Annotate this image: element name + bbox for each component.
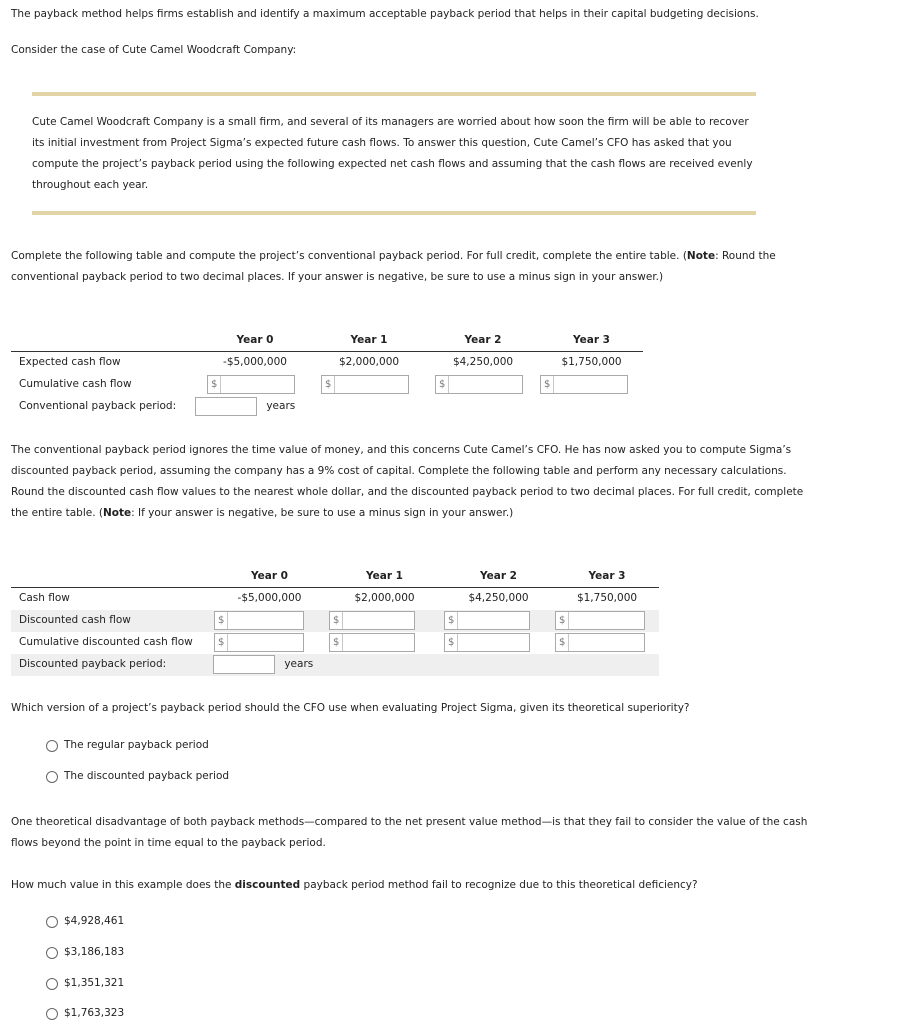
bottom-divider — [32, 211, 756, 215]
cumulative-year-2-field[interactable] — [449, 376, 519, 393]
cumulative-dcf-year-2-input[interactable]: $ — [444, 633, 530, 652]
cash-flow-year-2: $4,250,000 — [452, 356, 514, 369]
row-label-expected-cash-flow: Expected cash flow — [19, 356, 121, 369]
consider-text: Consider the case of Cute Camel Woodcraft Company: — [11, 44, 297, 56]
discounted-cash-flow-year-3-input[interactable]: $ — [555, 611, 645, 630]
top-divider — [32, 92, 756, 96]
option-label: $3,186,183 — [64, 946, 125, 958]
row-label-discounted-payback: Discounted payback period: — [19, 658, 167, 670]
header-year-0: Year 0 — [198, 330, 312, 352]
option-label: $1,351,321 — [64, 977, 125, 989]
header-year-1: Year 1 — [327, 566, 442, 588]
cum-dcf-year-0-field[interactable] — [228, 634, 300, 651]
header-year-3: Year 3 — [540, 330, 643, 352]
cumulative-year-0-field[interactable] — [221, 376, 291, 393]
header-year-3: Year 3 — [555, 566, 659, 588]
row-label-conventional-payback: Conventional payback period: — [19, 400, 177, 412]
radio-icon[interactable] — [46, 1008, 58, 1020]
cum-dcf-year-2-field[interactable] — [458, 634, 526, 651]
discounted-payback-input[interactable] — [213, 655, 275, 674]
conventional-payback-table — [11, 330, 643, 418]
instructions-discounted: The conventional payback period ignores the time value of money, and this concerns Cute Camel’s CFO. He has now asked you to compute Sigma’s discounted payback period, assuming the company has a 9% cost of capital. Complete the following table and perform any necessary calculations. Round the discounted cash flow values to the nearest whole dollar, and the discounted payback period to two decimal places. For full credit, complete the entire table. (Note: If your answer is negative, be sure to use a minus sign in your answer.) — [11, 444, 804, 519]
question-value-not-recognized: How much value in this example does the discounted payback period method fail to recognize due to this theoretical deficiency? — [11, 879, 698, 891]
header-year-1: Year 1 — [312, 330, 426, 352]
radio-icon[interactable] — [46, 978, 58, 990]
radio-icon[interactable] — [46, 740, 58, 752]
discounted-cash-flow-year-2-input[interactable]: $ — [444, 611, 530, 630]
cumulative-cash-flow-year-3-input[interactable]: $ — [540, 375, 628, 394]
discounted-cash-flow-year-1-input[interactable]: $ — [329, 611, 415, 630]
intro-text: The payback method helps firms establish and identify a maximum acceptable payback period that helps in their capital budgeting decisions. — [11, 8, 759, 20]
cumulative-dcf-year-3-input[interactable]: $ — [555, 633, 645, 652]
cumulative-cash-flow-year-0-input[interactable]: $ — [207, 375, 295, 394]
option-discounted-payback[interactable] — [46, 766, 229, 787]
option-label: $1,763,323 — [64, 1007, 125, 1019]
dcf-cash-flow-year-0: -$5,000,000 — [237, 592, 302, 605]
years-unit-label: years — [266, 400, 296, 412]
option-label: $4,928,461 — [64, 915, 125, 927]
question-which-version: Which version of a project’s payback period should the CFO use when evaluating Project Sigma, given its theoretical superiority? — [11, 702, 690, 714]
cum-dcf-year-1-field[interactable] — [343, 634, 411, 651]
cumulative-year-3-field[interactable] — [554, 376, 624, 393]
cumulative-dcf-year-1-input[interactable]: $ — [329, 633, 415, 652]
dcf-cash-flow-year-3: $1,750,000 — [576, 592, 638, 605]
dcf-year-0-field[interactable] — [228, 612, 300, 629]
dcf-cash-flow-year-1: $2,000,000 — [354, 592, 415, 605]
cumulative-cash-flow-year-1-input[interactable]: $ — [321, 375, 409, 394]
cash-flow-year-0: -$5,000,000 — [223, 356, 287, 369]
years-unit-label: years — [284, 658, 314, 670]
radio-icon[interactable] — [46, 916, 58, 928]
header-year-0: Year 0 — [212, 566, 327, 588]
cumulative-dcf-year-0-input[interactable]: $ — [214, 633, 304, 652]
case-description: Cute Camel Woodcraft Company is a small firm, and several of its managers are worried about how soon the firm will be able to recover its initial investment from Project Sigma’s expected future cash flows. To answer this question, Cute Camel’s CFO has asked that you compute the project’s payback period using the following expected net cash flows and assuming that the cash flows are received evenly throughout each year. — [32, 116, 753, 191]
instructions-conventional: Complete the following table and compute the project’s conventional payback period. For full credit, complete the entire table. (Note: Round the conventional payback period to two decimal places. If your answer is negative, be sure to use a minus sign in your answer.) — [11, 250, 776, 283]
header-year-2: Year 2 — [426, 330, 540, 352]
radio-icon[interactable] — [46, 771, 58, 783]
radio-icon[interactable] — [46, 947, 58, 959]
header-year-2: Year 2 — [442, 566, 555, 588]
dcf-year-1-field[interactable] — [343, 612, 411, 629]
cum-dcf-year-3-field[interactable] — [569, 634, 641, 651]
row-label-discounted-cash-flow: Discounted cash flow — [19, 614, 131, 626]
option-value-3[interactable] — [46, 973, 124, 994]
discounted-payback-table — [11, 566, 659, 676]
option-value-2[interactable] — [46, 942, 124, 963]
theoretical-disadvantage-text: One theoretical disadvantage of both payback methods—compared to the net present value method—is that they fail to consider the value of the cash flows beyond the point in time equal to the payback period. — [11, 816, 808, 849]
cash-flow-year-1: $2,000,000 — [338, 356, 400, 369]
row-label-cumulative-cash-flow: Cumulative cash flow — [19, 378, 132, 390]
option-value-1[interactable] — [46, 911, 124, 932]
option-label: The regular payback period — [64, 739, 209, 751]
dcf-cash-flow-year-2: $4,250,000 — [468, 592, 529, 605]
cumulative-cash-flow-year-2-input[interactable]: $ — [435, 375, 523, 394]
cash-flow-year-3: $1,750,000 — [561, 356, 622, 369]
option-value-4[interactable] — [46, 1003, 124, 1024]
conventional-payback-input[interactable] — [195, 397, 257, 416]
discounted-cash-flow-year-0-input[interactable]: $ — [214, 611, 304, 630]
row-label-cumulative-discounted-cash-flow: Cumulative discounted cash flow — [19, 636, 193, 648]
row-label-cash-flow: Cash flow — [19, 592, 70, 605]
cumulative-year-1-field[interactable] — [335, 376, 405, 393]
dcf-year-2-field[interactable] — [458, 612, 526, 629]
option-label: The discounted payback period — [64, 770, 230, 782]
dcf-year-3-field[interactable] — [569, 612, 641, 629]
option-regular-payback[interactable] — [46, 735, 209, 756]
